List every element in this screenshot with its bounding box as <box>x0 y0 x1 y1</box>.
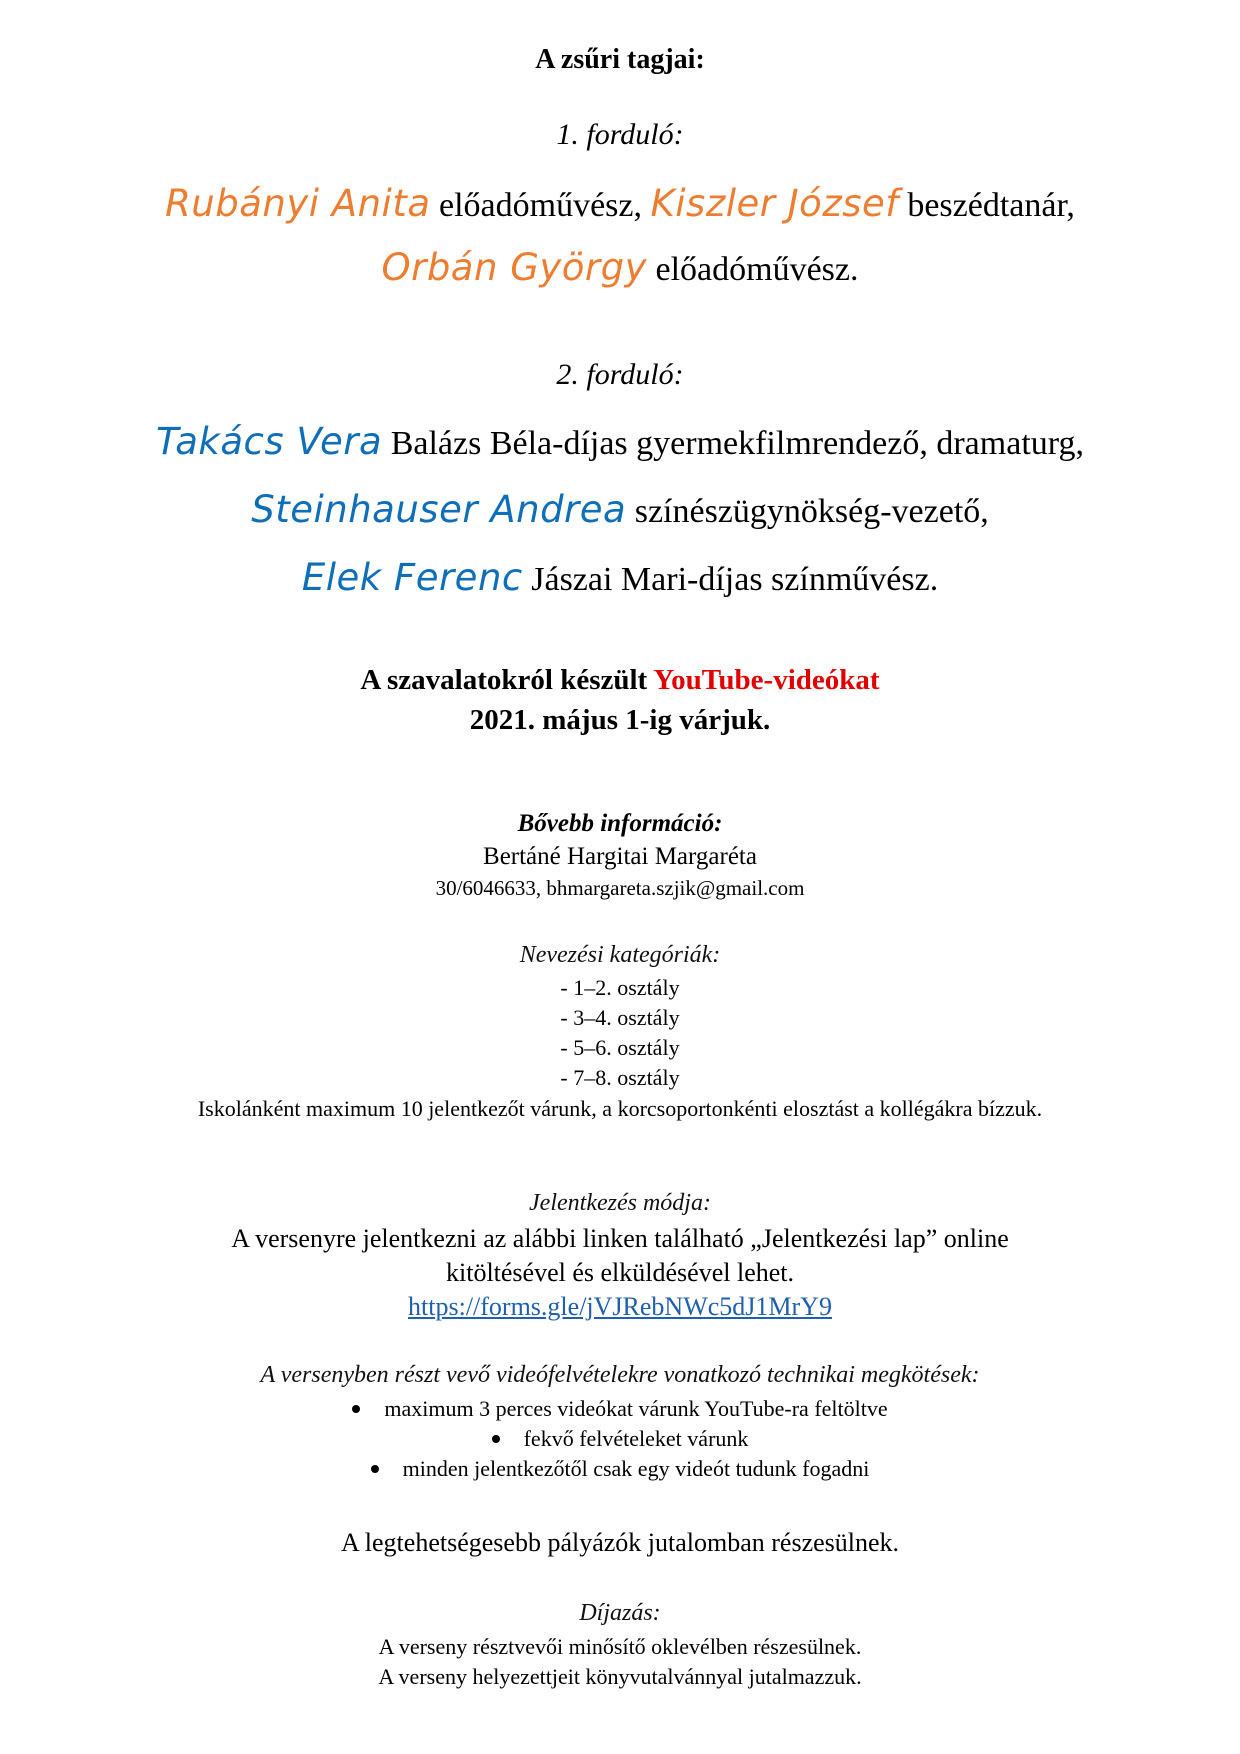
technical-item-text: maximum 3 perces videókat várunk YouTube-ra feltöltve <box>384 1396 888 1421</box>
bullet-icon <box>371 1465 379 1473</box>
contact-name: Bertáné Hargitai Margaréta <box>483 843 757 870</box>
round1-jury-line2 <box>0 246 1240 289</box>
bullet-icon <box>492 1435 500 1443</box>
jury-member-name: Takács Vera <box>156 420 383 463</box>
technical-item <box>0 1456 1240 1482</box>
registration-form-link[interactable]: https://forms.gle/jVJRebNWc5dJ1MrY9 <box>408 1292 832 1321</box>
deadline-text: A szavalatokról készült <box>360 664 648 696</box>
deadline-line2: 2021. május 1-ig várjuk. <box>469 704 771 736</box>
deadline-line1 <box>0 664 1240 697</box>
round1-label: 1. forduló: <box>556 118 684 151</box>
technical-item <box>0 1396 1240 1422</box>
jury-member-name: Kiszler József <box>650 182 899 225</box>
jury-member-name: Rubányi Anita <box>165 182 431 225</box>
youtube-highlight: YouTube-videókat <box>653 664 880 696</box>
prizes-heading: Díjazás: <box>579 1600 661 1626</box>
jury-member-role: előadóművész, <box>439 187 643 224</box>
reward-note: A legtehetségesebb pályázók jutalomban részesülnek. <box>340 1528 900 1557</box>
prizes-line2: A verseny helyezettjeit könyvutalvánnyal jutalmazzuk. <box>378 1664 862 1689</box>
round1-jury-line1 <box>0 182 1240 225</box>
jury-member-role: Balázs Béla-díjas gyermekfilmrendező, dramaturg, <box>390 425 1084 462</box>
prizes-line1: A verseny résztvevői minősítő oklevélben részesülnek. <box>378 1634 862 1659</box>
round2-jury-line3 <box>0 556 1240 599</box>
registration-link-row <box>0 1292 1240 1322</box>
jury-member-name: Elek Ferenc <box>301 556 523 599</box>
round2-jury-line1 <box>0 420 1240 463</box>
registration-text-line2: kitöltésével és elküldésével lehet. <box>446 1258 794 1287</box>
jury-member-name: Orbán György <box>381 246 647 289</box>
category-item: - 7–8. osztály <box>560 1065 680 1090</box>
technical-item <box>0 1426 1240 1452</box>
category-item: - 5–6. osztály <box>560 1035 680 1060</box>
registration-heading: Jelentkezés módja: <box>529 1190 711 1216</box>
jury-member-role: beszédtanár, <box>907 187 1075 224</box>
technical-heading: A versenyben részt vevő videófelvételekre vonatkozó technikai megkötések: <box>260 1362 980 1388</box>
jury-member-name: Steinhauser Andrea <box>251 488 627 531</box>
bullet-icon <box>352 1405 360 1413</box>
jury-member-role: előadóművész. <box>655 251 859 288</box>
technical-item-text: fekvő felvételeket várunk <box>523 1426 749 1451</box>
round2-label: 2. forduló: <box>556 358 684 391</box>
category-item: - 3–4. osztály <box>560 1005 680 1030</box>
technical-item-text: minden jelentkezőtől csak egy videót tudunk fogadni <box>402 1456 870 1481</box>
jury-member-role: Jászai Mari-díjas színművész. <box>531 561 939 598</box>
contact-details: 30/6046633, bhmargareta.szjik@gmail.com <box>435 876 805 900</box>
category-item: - 1–2. osztály <box>560 975 680 1000</box>
categories-heading: Nevezési kategóriák: <box>519 942 721 968</box>
registration-text-line1: A versenyre jelentkezni az alábbi linken található „Jelentkezési lap” online <box>231 1224 1009 1253</box>
categories-note: Iskolánként maximum 10 jelentkezőt várunk, a korcsoportonkénti elosztást a kollégákra bízzuk. <box>197 1096 1043 1121</box>
page-title: A zsűri tagjai: <box>535 44 705 75</box>
round2-jury-line2 <box>0 488 1240 531</box>
jury-member-role: színészügynökség-vezető, <box>634 493 989 530</box>
info-heading: Bővebb információ: <box>517 810 723 837</box>
